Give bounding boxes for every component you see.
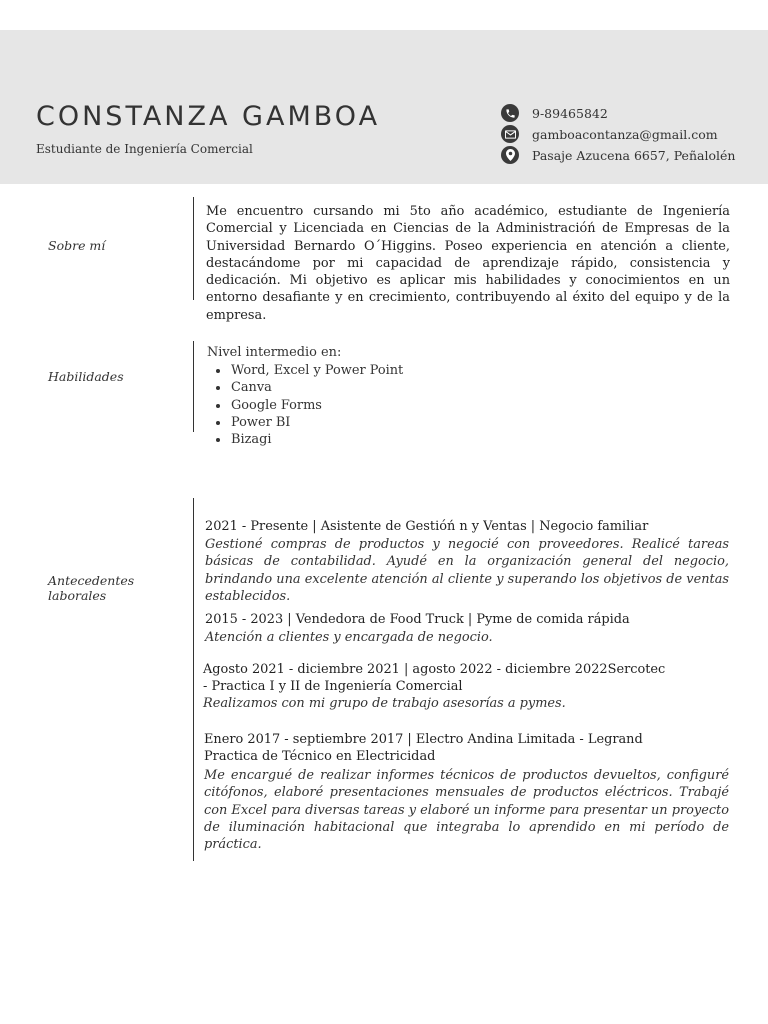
- about-text: Me encuentro cursando mi 5to año académico, estudiante de Ingeniería Comercial y Licenciada en Ciencias de la Administracióń de Empresas de la Universidad Bernardo O´Higgins. Poseo experiencia en atención a cliente, destacándome por mi capacidad de aprendizaje rápido, consistencia y dedicación. Mi objetivo es aplicar mis habilidades y conocimientos en un entorno desafiante y en crecimiento, contribuyendo al éxito del equipo y de la empresa.: [206, 204, 730, 323]
- phone-icon: [501, 104, 519, 122]
- experience-label: [48, 573, 134, 603]
- contact-address: [501, 145, 735, 165]
- skill-item: Bizagi: [231, 431, 403, 448]
- contact-email: [501, 124, 718, 144]
- skills-intro: Nivel intermedio en:: [207, 345, 342, 360]
- candidate-subtitle: Estudiante de Ingeniería Comercial: [36, 142, 253, 156]
- job-2-title: 2015 - 2023 | Vendedora de Food Truck | Pyme de comida rápida: [205, 612, 630, 627]
- email-text: gamboacontanza@gmail.com: [532, 126, 718, 142]
- experience-label-line1: Antecedentes: [48, 573, 135, 588]
- phone-text: 9-89465842: [532, 105, 608, 121]
- skill-item: Word, Excel y Power Point: [231, 363, 404, 378]
- experience-divider: [193, 498, 194, 861]
- job-1-title: 2021 - Presente | Asistente de Gestióń n y Ventas | Negocio familiar: [205, 519, 649, 534]
- skills-divider: [193, 341, 194, 432]
- experience-label-line2: laborales: [48, 588, 107, 603]
- contact-phone: [501, 103, 608, 123]
- job-1-description: Gestioné compras de productos y negocié con proveedores. Realicé tareas básicas de contabilidad. Ayudé en la organización general del negocio, brindando una excelente atención al cliente y superando los objetivos de ventas establecidos.: [205, 537, 729, 604]
- skill-item: Google Forms: [231, 397, 403, 414]
- about-label: Sobre mí: [48, 238, 106, 253]
- address-text: Pasaje Azucena 6657, Peñalolén: [532, 147, 736, 163]
- job-3-title-line1: Agosto 2021 - diciembre 2021 | agosto 2022 - diciembre 2022Sercotec: [203, 662, 666, 677]
- skills-list: [231, 362, 403, 448]
- skill-item: Power BI: [231, 414, 403, 431]
- skill-item: Canva: [231, 379, 403, 396]
- job-4-title-line1: Enero 2017 - septiembre 2017 | Electro Andina Limitada - Legrand: [204, 732, 643, 747]
- skills-label: Habilidades: [48, 369, 124, 384]
- location-pin-icon: [501, 146, 519, 164]
- job-3-description: Realizamos con mi grupo de trabajo asesorías a pymes.: [203, 696, 566, 711]
- envelope-icon: [501, 125, 519, 143]
- job-4-description: Me encargué de realizar informes técnicos de productos devueltos, configuré citófonos, elaboré presentaciones mensuales de productos eléctricos. Trabajé con Excel para diversas tareas y elaboré un informe para presentar un proyecto de iluminación habitacional que integraba lo aprendido en mi período de práctica.: [204, 768, 729, 853]
- job-4-title-line2: Practica de Técnico en Electricidad: [204, 749, 436, 764]
- about-divider: [193, 197, 194, 300]
- job-3-title-line2: - Practica I y II de Ingeniería Comercial: [203, 679, 463, 694]
- candidate-name: CONSTANZA GAMBOA: [36, 101, 381, 132]
- job-2-description: Atención a clientes y encargada de negocio.: [205, 630, 493, 645]
